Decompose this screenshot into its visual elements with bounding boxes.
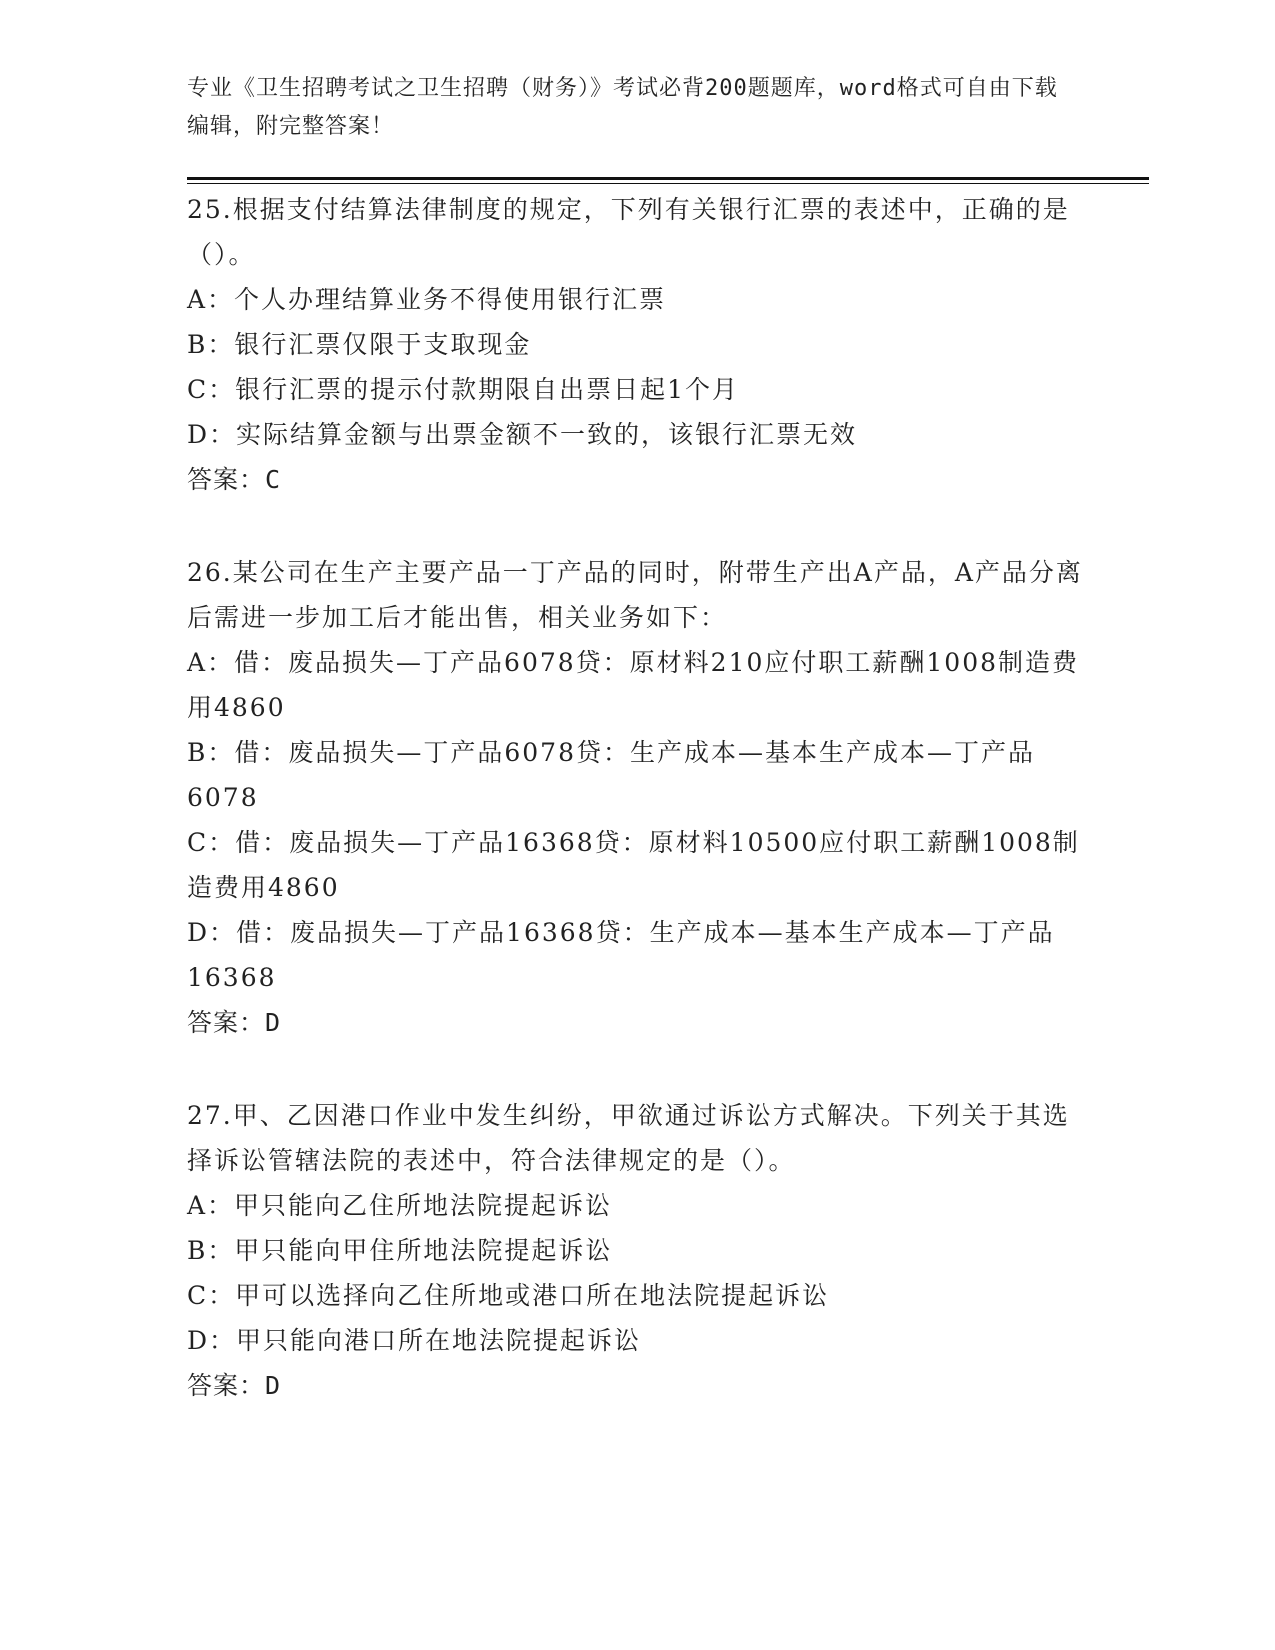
option-c: C：甲可以选择向乙住所地或港口所在地法院提起诉讼 xyxy=(187,1281,830,1310)
header-title: 专业《卫生招聘考试之卫生招聘（财务）》考试必背200题题库，word格式可自由下载编辑，附完整答案！ xyxy=(187,76,1058,139)
header-divider-thick xyxy=(187,177,1149,180)
question-stem: 25.根据支付结算法律制度的规定，下列有关银行汇票的表述中，正确的是（）。 xyxy=(187,195,1070,269)
option-b: B：借：废品损失—丁产品6078贷：生产成本—基本生产成本—丁产品6078 xyxy=(187,738,1035,812)
question-27 xyxy=(187,1093,1087,1408)
header-divider-thin xyxy=(187,183,1149,184)
option-b: B：银行汇票仅限于支取现金 xyxy=(187,330,532,359)
question-26 xyxy=(187,550,1087,1045)
answer: 答案：D xyxy=(187,1371,282,1400)
answer: 答案：C xyxy=(187,465,282,494)
option-d: D：甲只能向港口所在地法院提起诉讼 xyxy=(187,1326,642,1355)
option-d: D：实际结算金额与出票金额不一致的，该银行汇票无效 xyxy=(187,420,858,449)
option-a: A：甲只能向乙住所地法院提起诉讼 xyxy=(187,1191,613,1220)
option-d: D：借：废品损失—丁产品16368贷：生产成本—基本生产成本—丁产品16368 xyxy=(187,918,1055,992)
option-c: C：借：废品损失—丁产品16368贷：原材料10500应付职工薪酬1008制造费用4860 xyxy=(187,828,1080,902)
option-c: C：银行汇票的提示付款期限自出票日起1个月 xyxy=(187,375,740,404)
question-stem: 26.某公司在生产主要产品一丁产品的同时，附带生产出A产品，A产品分离后需进一步加工后才能出售，相关业务如下： xyxy=(187,558,1083,632)
document-header xyxy=(187,70,1067,146)
question-stem: 27.甲、乙因港口作业中发生纠纷，甲欲通过诉讼方式解决。下列关于其选择诉讼管辖法院的表述中，符合法律规定的是（）。 xyxy=(187,1101,1070,1175)
option-b: B：甲只能向甲住所地法院提起诉讼 xyxy=(187,1236,613,1265)
question-25 xyxy=(187,187,1087,502)
option-a: A：个人办理结算业务不得使用银行汇票 xyxy=(187,285,667,314)
option-a: A：借：废品损失—丁产品6078贷：原材料210应付职工薪酬1008制造费用4860 xyxy=(187,648,1080,722)
answer: 答案：D xyxy=(187,1008,282,1037)
